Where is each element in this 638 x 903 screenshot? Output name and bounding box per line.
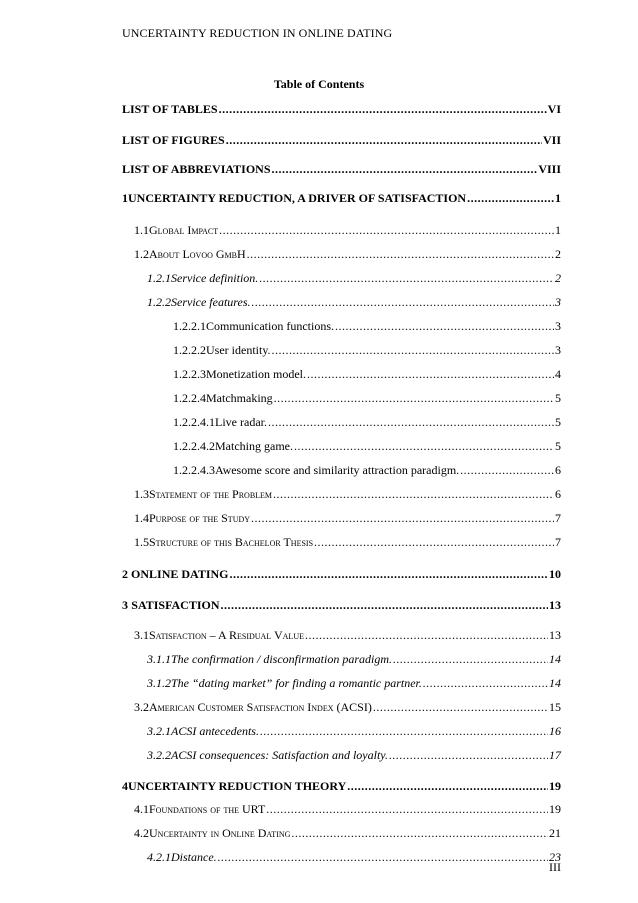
toc-entry-number: 3.1 bbox=[134, 628, 149, 642]
toc-entry-page: 21 bbox=[549, 826, 561, 840]
toc-entry-page: 19 bbox=[549, 779, 561, 793]
toc-entry-label: ACSI consequences: Satisfaction and loyalty. bbox=[171, 748, 388, 762]
toc-entry-number: 3.1.1 bbox=[147, 652, 171, 666]
toc-leader-dots bbox=[347, 779, 548, 794]
toc-entry[interactable] bbox=[122, 779, 561, 794]
toc-entry-label: Statement of the Problem bbox=[149, 487, 273, 501]
toc-entry-page: 6 bbox=[555, 463, 561, 477]
toc-entry-page: 3 bbox=[555, 319, 561, 333]
toc-entry-page: 2 bbox=[555, 247, 561, 261]
toc-entry-number: 4.2 bbox=[134, 826, 149, 840]
toc-entry-number: 3.1.2 bbox=[147, 676, 171, 690]
toc-entry-label: Matchmaking bbox=[206, 391, 273, 405]
toc-leader-dots bbox=[230, 567, 549, 582]
toc-entry-number: 1.2.1 bbox=[147, 271, 171, 285]
toc-leader-dots bbox=[221, 598, 548, 613]
toc-entry-number: 4.2.1 bbox=[147, 850, 171, 864]
toc-entry-label: Communication functions. bbox=[206, 319, 334, 333]
toc-entry-label: Awesome score and similarity attraction paradigm. bbox=[215, 463, 460, 477]
toc-entry[interactable] bbox=[134, 535, 561, 550]
toc-entry-label: The confirmation / disconfirmation paradigm. bbox=[171, 652, 393, 666]
toc-entry[interactable] bbox=[147, 748, 561, 763]
toc-entry-number: 1.2 bbox=[134, 247, 149, 261]
toc-leader-dots bbox=[259, 271, 554, 286]
toc-entry-number: 3.2.2 bbox=[147, 748, 171, 762]
toc-entry-label: ONLINE DATING bbox=[131, 567, 229, 581]
toc-entry[interactable] bbox=[134, 802, 561, 817]
toc-entry-page: 1 bbox=[555, 223, 561, 237]
toc-leader-dots bbox=[272, 162, 538, 177]
toc-entry-page: 17 bbox=[549, 748, 561, 762]
toc-entry[interactable] bbox=[134, 511, 561, 526]
toc-entry-page: 3 bbox=[555, 343, 561, 357]
toc-entry-label: Distance. bbox=[171, 850, 217, 864]
toc-leader-dots bbox=[219, 223, 554, 238]
toc-leader-dots bbox=[467, 191, 554, 206]
toc-entry-page: 16 bbox=[549, 724, 561, 738]
toc-entry-number: 1.2.2.4.2 bbox=[173, 439, 215, 453]
toc-entry-label: UNCERTAINTY REDUCTION THEORY bbox=[128, 779, 347, 793]
toc-leader-dots bbox=[247, 247, 554, 262]
toc-entry-label: ACSI antecedents. bbox=[171, 724, 259, 738]
toc-entry[interactable] bbox=[147, 850, 561, 865]
toc-entry-page: 2 bbox=[555, 271, 561, 285]
toc-entry-page: 1 bbox=[555, 191, 561, 205]
toc-leader-dots bbox=[251, 511, 554, 526]
toc-leader-dots bbox=[272, 343, 554, 358]
toc-entry[interactable] bbox=[122, 162, 561, 177]
toc-leader-dots bbox=[260, 724, 548, 739]
toc-entry-label: Satisfaction – A Residual Value bbox=[149, 628, 304, 642]
toc-entry[interactable] bbox=[134, 700, 561, 715]
toc-leader-dots bbox=[373, 700, 548, 715]
toc-entry-number: 1.2.2.3 bbox=[173, 367, 206, 381]
toc-entry-label: Service features. bbox=[171, 295, 251, 309]
toc-entry-number: 3.2 bbox=[134, 700, 149, 714]
toc-entry-label: LIST OF FIGURES bbox=[122, 133, 225, 147]
toc-leader-dots bbox=[307, 367, 554, 382]
toc-entry-label: Matching game. bbox=[215, 439, 293, 453]
toc-entry-number: 2 bbox=[122, 567, 128, 581]
toc-entry-number: 1.4 bbox=[134, 511, 149, 525]
toc-title: Table of Contents bbox=[273, 77, 365, 91]
toc-entry-label: LIST OF ABBREVIATIONS bbox=[122, 162, 271, 176]
toc-entry-page: 14 bbox=[549, 676, 561, 690]
toc-entry[interactable] bbox=[122, 598, 561, 613]
toc-leader-dots bbox=[423, 676, 548, 691]
toc-entry-page: 19 bbox=[549, 802, 561, 816]
toc-entry[interactable] bbox=[122, 102, 561, 117]
toc-entry-label: Live radar. bbox=[215, 415, 267, 429]
toc-entry-number: 1.2.2.4.1 bbox=[173, 415, 215, 429]
toc-leader-dots bbox=[274, 391, 554, 406]
toc-entry-number: 1.3 bbox=[134, 487, 149, 501]
toc-entry[interactable] bbox=[134, 487, 561, 502]
toc-entry-number: 1.2.2.2 bbox=[173, 343, 206, 357]
toc-entry-page: 10 bbox=[549, 567, 561, 581]
toc-entry-page: 7 bbox=[555, 511, 561, 525]
toc-leader-dots bbox=[314, 535, 554, 550]
toc-entry[interactable] bbox=[134, 247, 561, 262]
toc-entry-number: 4.1 bbox=[134, 802, 149, 816]
toc-entry[interactable] bbox=[173, 463, 561, 478]
toc-entry-label: The “dating market” for finding a romantic partner. bbox=[171, 676, 422, 690]
toc-entry-page: 23 bbox=[549, 850, 561, 864]
toc-leader-dots bbox=[294, 439, 554, 454]
toc-entry[interactable] bbox=[134, 628, 561, 643]
toc-leader-dots bbox=[291, 826, 548, 841]
toc-entry[interactable] bbox=[173, 439, 561, 454]
toc-entry[interactable] bbox=[147, 676, 561, 691]
toc-entry[interactable] bbox=[122, 133, 561, 148]
toc-entry[interactable] bbox=[147, 271, 561, 286]
toc-entry-page: 14 bbox=[549, 652, 561, 666]
toc-entry[interactable] bbox=[134, 223, 561, 238]
toc-entry-label: User identity. bbox=[206, 343, 271, 357]
toc-entry-number: 3 bbox=[122, 598, 128, 612]
toc-entry[interactable] bbox=[173, 415, 561, 430]
toc-entry-label: American Customer Satisfaction Index (ACSI) bbox=[149, 700, 372, 714]
toc-entry-number: 1.2.2.4 bbox=[173, 391, 206, 405]
toc-entry[interactable] bbox=[147, 295, 561, 310]
toc-entry-page: 15 bbox=[549, 700, 561, 714]
toc-leader-dots bbox=[218, 850, 548, 865]
toc-entry-number: 1.1 bbox=[134, 223, 149, 237]
toc-leader-dots bbox=[305, 628, 548, 643]
toc-entry[interactable] bbox=[122, 567, 561, 582]
toc-entry[interactable] bbox=[134, 826, 561, 841]
toc-entry-label: Uncertainty in Online Dating bbox=[149, 826, 291, 840]
toc-leader-dots bbox=[252, 295, 554, 310]
toc-entry-page: 5 bbox=[555, 415, 561, 429]
running-header: UNCERTAINTY REDUCTION IN ONLINE DATING bbox=[122, 26, 393, 40]
toc-entry-label: UNCERTAINTY REDUCTION, A DRIVER OF SATISFACTION bbox=[128, 191, 467, 205]
toc-entry-number: 1.5 bbox=[134, 535, 149, 549]
toc-entry[interactable] bbox=[173, 367, 561, 382]
toc-entry-number: 1.2.2.1 bbox=[173, 319, 206, 333]
toc-entry-page: 6 bbox=[555, 487, 561, 501]
toc-entry-label: Monetization model. bbox=[206, 367, 306, 381]
toc-entry-page: 7 bbox=[555, 535, 561, 549]
toc-entry-number: 1.2.2.4.3 bbox=[173, 463, 215, 477]
toc-entry-page: 5 bbox=[555, 439, 561, 453]
toc-entry-label: Structure of this Bachelor Thesis bbox=[149, 535, 314, 549]
page-number: III bbox=[549, 860, 561, 874]
toc-leader-dots bbox=[268, 415, 554, 430]
toc-entry-page: 5 bbox=[555, 391, 561, 405]
toc-entry-page: 3 bbox=[555, 295, 561, 309]
toc-leader-dots bbox=[460, 463, 554, 478]
toc-entry-label: LIST OF TABLES bbox=[122, 102, 218, 116]
toc-leader-dots bbox=[219, 102, 547, 117]
toc-entry-page: VIII bbox=[538, 162, 561, 176]
toc-entry-label: SATISFACTION bbox=[131, 598, 220, 612]
toc-entry-page: VI bbox=[547, 102, 561, 116]
toc-entry[interactable] bbox=[173, 391, 561, 406]
toc-leader-dots bbox=[273, 487, 554, 502]
toc-entry-page: 4 bbox=[555, 367, 561, 381]
toc-leader-dots bbox=[335, 319, 554, 334]
toc-entry-label: Service definition. bbox=[171, 271, 259, 285]
toc-entry[interactable] bbox=[147, 652, 561, 667]
toc-entry-page: 13 bbox=[549, 628, 561, 642]
toc-entry-label: Purpose of the Study bbox=[149, 511, 251, 525]
toc-entry-label: Global Impact bbox=[149, 223, 219, 237]
toc-entry-number: 3.2.1 bbox=[147, 724, 171, 738]
toc-entry[interactable] bbox=[173, 343, 561, 358]
toc-entry[interactable] bbox=[122, 191, 561, 206]
toc-entry-label: Foundations of the URT bbox=[149, 802, 266, 816]
toc-entry[interactable] bbox=[173, 319, 561, 334]
toc-entry-label: About Lovoo GmbH bbox=[149, 247, 246, 261]
toc-entry[interactable] bbox=[147, 724, 561, 739]
toc-leader-dots bbox=[226, 133, 542, 148]
toc-entry-page: 13 bbox=[549, 598, 561, 612]
toc-leader-dots bbox=[393, 652, 548, 667]
toc-entry-number: 4 bbox=[122, 779, 128, 793]
toc-leader-dots bbox=[389, 748, 548, 763]
toc-entry-number: 1.2.2 bbox=[147, 295, 171, 309]
toc-entry-number: 1 bbox=[122, 191, 128, 205]
toc-leader-dots bbox=[266, 802, 548, 817]
toc-entry-page: VII bbox=[542, 133, 561, 147]
